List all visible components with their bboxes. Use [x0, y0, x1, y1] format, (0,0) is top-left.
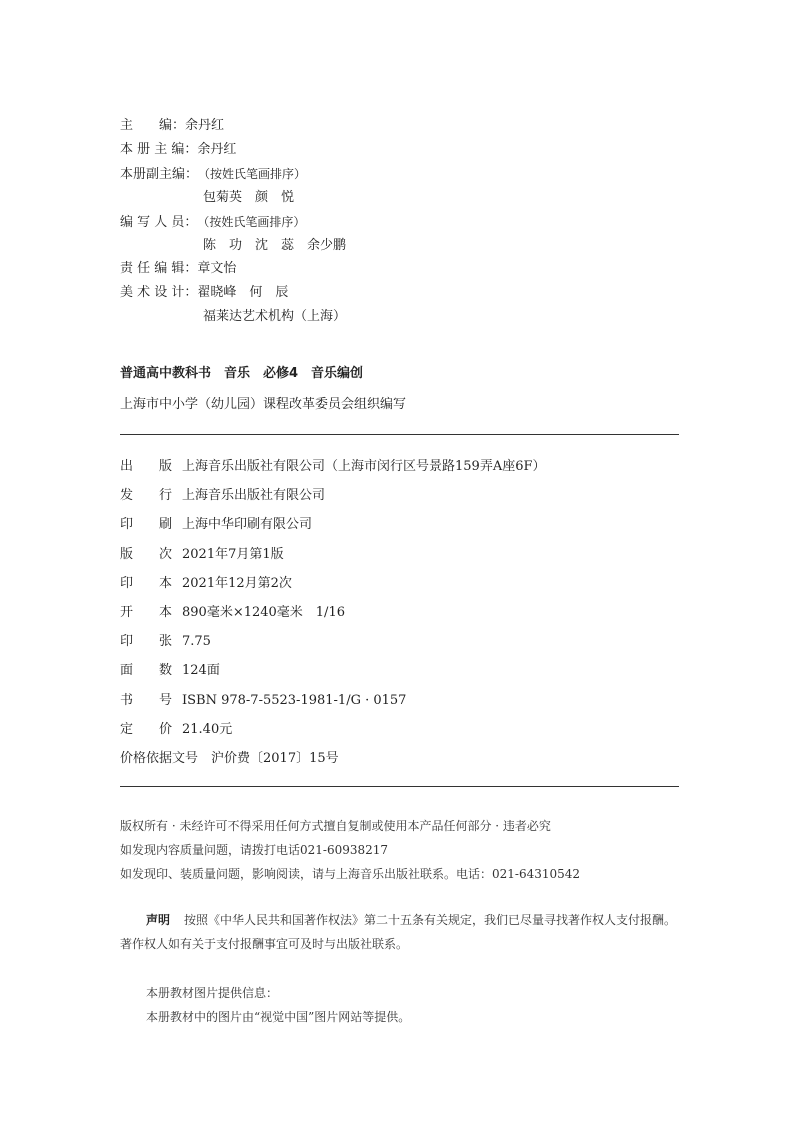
credit-label: 编 写 人 员： — [120, 215, 198, 230]
publication-row — [120, 634, 211, 650]
credit-label: 本册副主编： — [120, 167, 199, 182]
credit-note: （按姓氏笔画排序） — [197, 215, 306, 229]
publication-label: 印 张 — [120, 634, 173, 649]
book-organizer: 上海市中小学（幼儿园）课程改革委员会组织编写 — [120, 397, 407, 412]
publication-label: 印 刷 — [120, 517, 173, 532]
publication-row — [120, 663, 220, 679]
publication-value: 2021年7月第1版 — [182, 547, 284, 562]
publication-row — [120, 547, 284, 563]
statement — [146, 912, 676, 928]
publication-label: 定 价 — [120, 722, 173, 737]
price-document: 价格依据文号 沪价费〔2017〕15号 — [120, 751, 339, 766]
statement-label: 声明 — [146, 913, 171, 927]
publication-label: 面 数 — [120, 663, 173, 678]
publication-row — [120, 605, 345, 621]
publication-label: 书 号 — [120, 693, 173, 708]
publication-row — [120, 722, 232, 738]
divider-top — [120, 434, 679, 435]
copyright-notice: 版权所有 · 未经许可不得采用任何方式擅自复制或使用本产品任何部分 · 违者必究 — [120, 819, 551, 833]
art-design-agency: 福莱达艺术机构（上海） — [203, 309, 347, 324]
publication-value: 21.40元 — [182, 722, 233, 737]
statement-line-1: 按照《中华人民共和国著作权法》第二十五条有关规定，我们已尽量寻找著作权人支付报酬。 — [184, 913, 677, 927]
writer-names: 陈 功 沈 蕊 余少鹏 — [203, 238, 347, 253]
credit-chief-editor — [120, 118, 224, 134]
credit-label: 本 册 主 编： — [120, 142, 198, 157]
publication-value: 上海中华印刷有限公司 — [182, 517, 313, 532]
content-quality-contact: 如发现内容质量问题，请拨打电话021-60938217 — [120, 843, 389, 857]
publication-label: 开 本 — [120, 605, 173, 620]
credit-value: 翟晓峰 何 辰 — [197, 285, 289, 300]
publication-value: 2021年12月第2次 — [182, 576, 292, 591]
print-quality-contact: 如发现印、装质量问题，影响阅读，请与上海音乐出版社联系。电话：021-64310542 — [120, 867, 581, 881]
credit-value: 章文怡 — [197, 261, 237, 276]
publication-row — [120, 459, 546, 475]
divider-bottom — [120, 786, 679, 787]
credit-label: 责 任 编 辑： — [120, 261, 198, 276]
publication-row — [120, 517, 312, 533]
credit-writers — [120, 214, 305, 231]
publication-value: 124面 — [182, 663, 220, 678]
publication-label: 发 行 — [120, 488, 173, 503]
book-title: 普通高中教科书 音乐 必修4 音乐编创 — [120, 366, 364, 381]
credit-deputy-editors — [120, 166, 306, 183]
publication-row — [120, 576, 292, 592]
statement-line-2: 著作权人如有关于支付报酬事宜可及时与出版社联系。 — [120, 937, 409, 951]
publication-row — [120, 488, 325, 504]
deputy-editor-names: 包菊英 颜 悦 — [203, 190, 295, 205]
credit-label: 美 术 设 计： — [120, 285, 198, 300]
publication-value: 上海音乐出版社有限公司 — [182, 488, 326, 503]
credit-art-design — [120, 285, 288, 301]
image-info-title: 本册教材图片提供信息： — [146, 986, 279, 1000]
credit-value: 余丹红 — [185, 118, 225, 133]
publication-label: 版 次 — [120, 547, 173, 562]
publication-value: 890毫米×1240毫米 1/16 — [182, 605, 345, 620]
publication-row — [120, 693, 406, 709]
credit-volume-editor — [120, 142, 236, 158]
credit-value: 余丹红 — [197, 142, 237, 157]
publication-value: 7.75 — [182, 634, 211, 649]
credit-label: 主 编： — [120, 118, 186, 133]
publication-value: ISBN 978-7-5523-1981-1/G · 0157 — [182, 693, 407, 708]
credit-note: （按姓氏笔画排序） — [198, 167, 307, 181]
publication-value: 上海音乐出版社有限公司（上海市闵行区号景路159弄A座6F） — [182, 459, 546, 474]
image-info-body: 本册教材中的图片由“视觉中国”图片网站等提供。 — [146, 1010, 411, 1024]
publication-label: 印 本 — [120, 576, 173, 591]
publication-label: 出 版 — [120, 459, 173, 474]
credit-managing-editor — [120, 261, 236, 277]
